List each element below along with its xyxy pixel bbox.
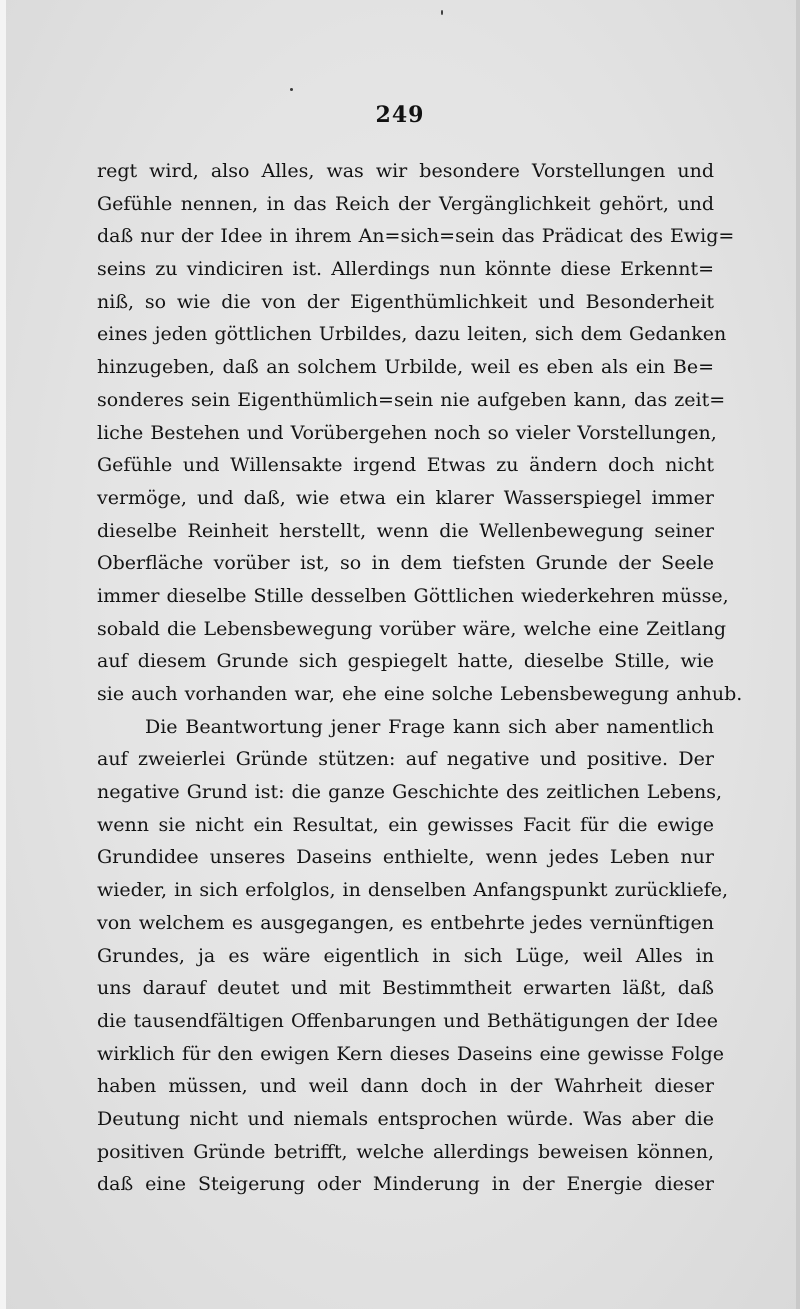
- text-line: eines jeden göttlichen Urbildes, dazu leiten, sich dem Gedanken: [97, 323, 727, 346]
- text-line: Gefühle und Willensakte irgend Etwas zu ändern doch nicht: [97, 454, 714, 477]
- text-line: vermöge, und daß, wie etwa ein klarer Wasserspiegel immer: [97, 486, 714, 509]
- ink-speck: [290, 88, 293, 91]
- text-line: immer dieselbe Stille desselben Göttlichen wiederkehren müsse,: [97, 584, 729, 607]
- text-line: auf diesem Grunde sich gespiegelt hatte, dieselbe Stille, wie: [97, 650, 714, 673]
- text-line: sonderes sein Eigenthümlich=sein nie aufgeben kann, das zeit=: [97, 388, 726, 411]
- text-line: regt wird, also Alles, was wir besondere Vorstellungen und: [97, 160, 714, 182]
- text-line: daß eine Steigerung oder Minderung in der Energie dieser: [97, 1173, 714, 1196]
- text-line: sobald die Lebensbewegung vorüber wäre, welche eine Zeitlang: [97, 617, 727, 640]
- ink-speck: [441, 10, 443, 15]
- page-edge-right: [796, 0, 800, 1309]
- text-line: daß nur der Idee in ihrem An=sich=sein das Prädicat des Ewig=: [97, 225, 735, 248]
- text-line: uns darauf deutet und mit Bestimmtheit erwarten läßt, daß: [97, 977, 714, 1000]
- page-edge-left: [0, 0, 6, 1309]
- text-line: auf zweierlei Gründe stützen: auf negative und positive. Der: [97, 748, 714, 771]
- text-line: wirklich für den ewigen Kern dieses Daseins eine gewisse Folge: [97, 1042, 725, 1065]
- paragraph-end-line: sie auch vorhanden war, ehe eine solche Lebensbewegung anhub.: [97, 683, 743, 705]
- text-line: negative Grund ist: die ganze Geschichte des zeitlichen Lebens,: [97, 781, 723, 804]
- body-text: [97, 155, 743, 1201]
- text-line: Gefühle nennen, in das Reich der Vergänglichkeit gehört, und: [97, 192, 714, 215]
- text-line: dieselbe Reinheit herstellt, wenn die Wellenbewegung seiner: [97, 519, 714, 542]
- text-line: niß, so wie die von der Eigenthümlichkeit und Besonderheit: [97, 290, 714, 313]
- text-line: positiven Gründe betrifft, welche allerdings beweisen können,: [97, 1140, 714, 1163]
- text-line: seins zu vindiciren ist. Allerdings nun könnte diese Erkennt=: [97, 258, 714, 281]
- text-line: wenn sie nicht ein Resultat, ein gewisses Facit für die ewige: [97, 813, 714, 836]
- text-line: Deutung nicht und niemals entsprochen würde. Was aber die: [97, 1107, 714, 1130]
- page-number: 249: [375, 102, 425, 128]
- text-line: haben müssen, und weil dann doch in der Wahrheit dieser: [97, 1075, 714, 1098]
- text-line: hinzugeben, daß an solchem Urbilde, weil es eben als ein Be=: [97, 356, 714, 379]
- text-line: Oberfläche vorüber ist, so in dem tiefsten Grunde der Seele: [97, 552, 714, 575]
- text-line: die tausendfältigen Offenbarungen und Bethätigungen der Idee: [97, 1009, 719, 1032]
- text-line: Grundes, ja es wäre eigentlich in sich Lüge, weil Alles in: [97, 944, 714, 967]
- paragraph-start-line: Die Beantwortung jener Frage kann sich aber namentlich: [145, 715, 714, 738]
- text-line: liche Bestehen und Vorübergehen noch so vieler Vorstellungen,: [97, 421, 717, 444]
- text-line: von welchem es ausgegangen, es entbehrte jedes vernünftigen: [97, 911, 714, 934]
- text-line: wieder, in sich erfolglos, in denselben Anfangspunkt zurückliefe,: [97, 879, 729, 902]
- text-line: Grundidee unseres Daseins enthielte, wenn jedes Leben nur: [97, 846, 714, 869]
